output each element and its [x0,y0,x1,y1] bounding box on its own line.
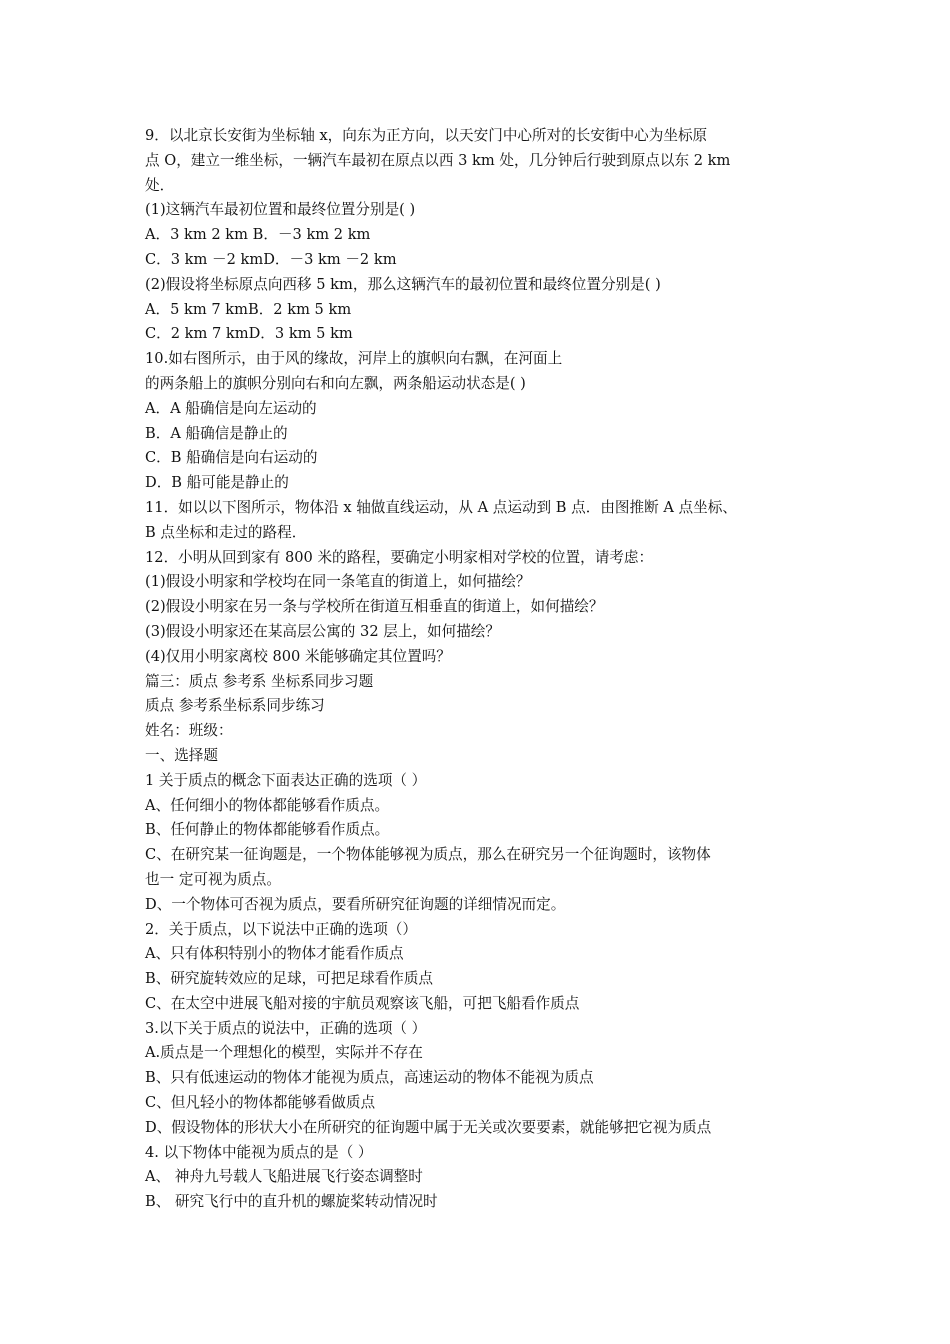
text-line: A、任何细小的物体都能够看作质点。 [145,796,390,814]
text-line: (2)假设小明家在另一条与学校所在街道互相垂直的街道上，如何描绘？ [145,598,604,616]
text-line: 4. 以下物体中能视为质点的是（ ） [145,1143,373,1161]
text-line: 处． [145,176,175,194]
document-body [145,124,825,1215]
text-line: B、 研究飞行中的直升机的螺旋桨转动情况时 [145,1193,438,1211]
text-line: D、一个物体可否视为质点，要看所研究征询题的详细情况而定。 [145,895,566,913]
text-line: C、在太空中进展飞船对接的宇航员观察该飞船，可把飞船看作质点 [145,994,580,1012]
text-line: (4)仅用小明家离校 800 米能够确定其位置吗？ [145,647,451,665]
text-line: 9．以北京长安街为坐标轴 x，向东为正方向，以天安门中心所对的长安街中心为坐标原 [145,127,708,144]
text-line: (1)假设小明家和学校均在同一条笔直的街道上，如何描绘？ [145,573,531,591]
text-line: 12．小明从回到家有 800 米的路程，要确定小明家相对学校的位置，请考虑： [145,548,654,566]
text-line: (3)假设小明家还在某高层公寓的 32 层上，如何描绘？ [145,622,500,640]
text-line: 3.以下关于质点的说法中，正确的选项（ ） [145,1019,427,1037]
text-line: 点 O，建立一维坐标，一辆汽车最初在原点以西 3 km 处，几分钟后行驶到原点以东 2 km [145,151,731,169]
text-line: 1 关于质点的概念下面表达正确的选项（ ） [145,771,427,789]
text-line: C、但凡轻小的物体都能够看做质点 [145,1094,376,1112]
text-line: A.质点是一个理想化的模型，实际并不存在 [145,1044,423,1062]
subsection-heading: 一、选择题 [145,746,218,764]
text-line: A、只有体积特别小的物体才能看作质点 [145,945,404,963]
text-line: 也一 定可视为质点。 [145,870,281,888]
text-line: 2．关于质点，以下说法中正确的选项（） [145,920,417,938]
text-line: C．2 km 7 kmD．3 km 5 km [145,325,353,343]
text-line: A．3 km 2 km B．－3 km 2 km [145,226,371,244]
exercise-title: 质点 参考系坐标系同步练习 [145,697,325,715]
section-heading: 篇三：质点 参考系 坐标系同步习题 [145,672,374,690]
text-line: A、 神舟九号载人飞船进展飞行姿态调整时 [145,1168,423,1186]
text-line: (1)这辆汽车最初位置和最终位置分别是( ) [145,201,416,219]
text-line: B、只有低速运动的物体才能视为质点，高速运动的物体不能视为质点 [145,1069,594,1087]
text-line: B、研究旋转效应的足球，可把足球看作质点 [145,970,434,988]
text-line: B．A 船确信是静止的 [145,424,288,442]
text-line: D．B 船可能是静止的 [145,474,289,492]
text-line: C．3 km －2 kmD．－3 km －2 km [145,250,397,268]
name-class-line: 姓名：班级： [145,722,233,740]
text-line: B 点坐标和走过的路程． [145,523,307,541]
text-line: A．A 船确信是向左运动的 [145,399,317,417]
text-line: C．B 船确信是向右运动的 [145,449,318,467]
text-line: D、假设物体的形状大小在所研究的征询题中属于无关或次要要素，就能够把它视为质点 [145,1118,712,1136]
text-line: B、任何静止的物体都能够看作质点。 [145,821,390,839]
text-line: 的两条船上的旗帜分别向右和向左飘，两条船运动状态是( ) [145,374,526,392]
text-line: A．5 km 7 kmB．2 km 5 km [145,300,352,318]
text-line: 10.如右图所示，由于风的缘故，河岸上的旗帜向右飘，在河面上 [145,350,563,368]
text-line: 11．如以以下图所示，物体沿 x 轴做直线运动，从 A 点运动到 B 点．由图推断 A 点坐标、 [145,498,737,516]
text-line: C、在研究某一征询题是，一个物体能够视为质点，那么在研究另一个征询题时，该物体 [145,846,711,864]
text-line: (2)假设将坐标原点向西移 5 km，那么这辆汽车的最初位置和最终位置分别是( ) [145,275,661,293]
